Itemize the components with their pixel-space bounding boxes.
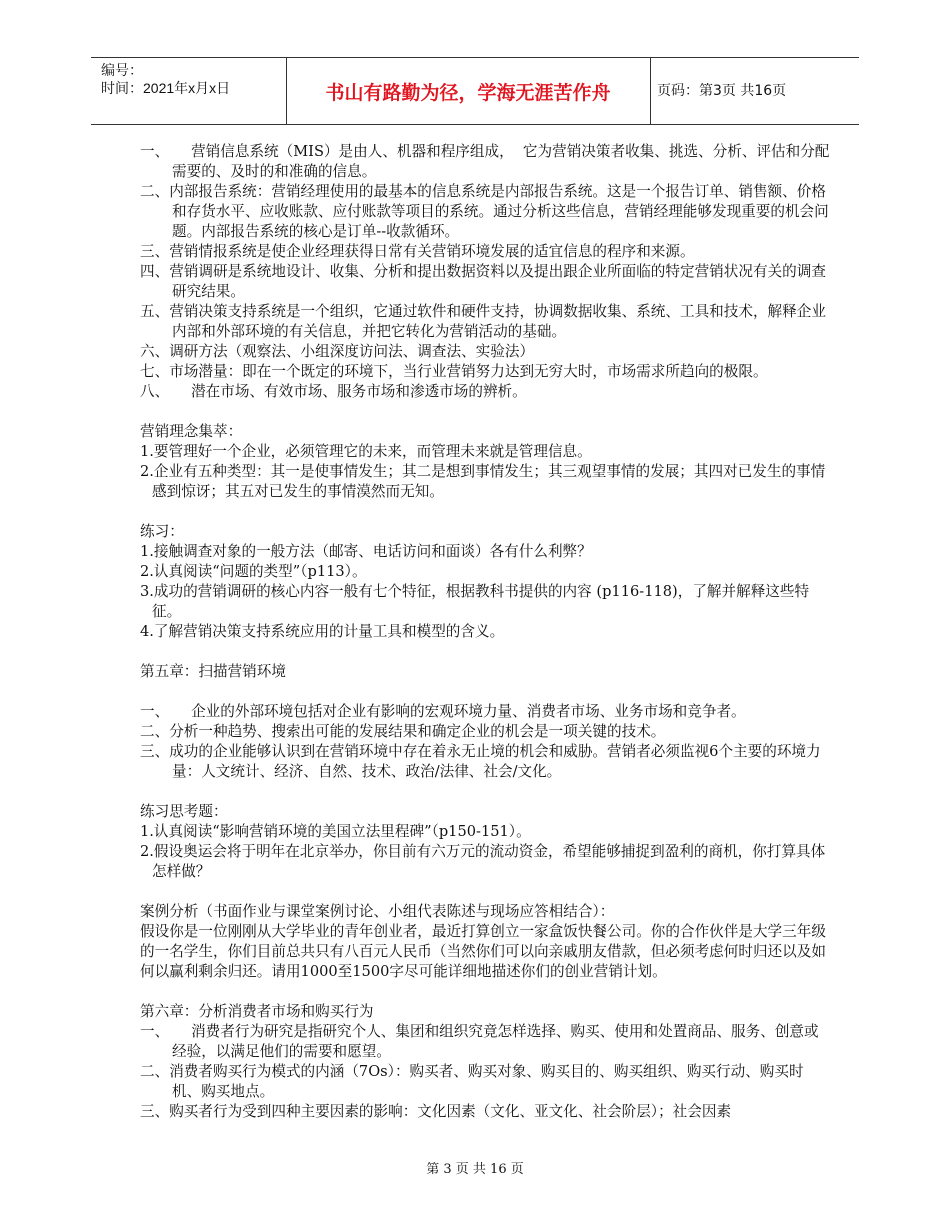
paragraph: 1.要管理好一个企业，必须管理它的未来，而管理未来就是管理信息。 xyxy=(140,443,592,460)
paragraph: 六、调研方法（观察法、小组深度访问法、调查法、实验法） xyxy=(140,343,535,360)
paragraph: 七、市场潜量：即在一个既定的环境下，当行业营销努力达到无穷大时，市场需求所趋向的极限。 xyxy=(140,363,768,380)
paragraph-spacer xyxy=(140,502,830,522)
paragraph: 假设你是一位刚刚从大学毕业的青年创业者，最近打算创立一家盒饭快餐公司。你的合作伙伴是大学三年级的一名学生，你们目前总共只有八百元人民币（当然你们可以向亲戚朋友借款，但必须考虑何时归还以及如何以赢利剩余归还。请用1000至1500字尽可能详细地描述你们的创业营销计划。 xyxy=(140,923,826,980)
paragraph-spacer xyxy=(140,642,830,662)
header-page-number: 页码：第3页 共16页 xyxy=(657,83,787,99)
paragraph: 第六章：分析消费者市场和购买行为 xyxy=(140,1003,374,1020)
header-divider xyxy=(650,58,651,124)
paragraph: 1.接触调查对象的一般方法（邮寄、电话访问和面谈）各有什么利弊？ xyxy=(140,543,592,560)
paragraph: 一、 消费者行为研究是指研究个人、集团和组织究竟怎样选择、购买、使用和处置商品、服务、创意或经验，以满足他们的需要和愿望。 xyxy=(140,1023,819,1060)
paragraph: 二、消费者购买行为模式的内涵（7Os）：购买者、购买对象、购买目的、购买组织、购买行动、购买时机、购买地点。 xyxy=(140,1063,804,1100)
paragraph-spacer xyxy=(140,882,830,902)
paragraph: 四、营销调研是系统地设计、收集、分析和提出数据资料以及提出跟企业所面临的特定营销状况有关的调查研究结果。 xyxy=(140,263,826,300)
paragraph: 练习： xyxy=(140,523,184,540)
paragraph: 营销理念集萃： xyxy=(140,423,243,440)
paragraph-spacer xyxy=(140,982,830,1002)
paragraph-spacer xyxy=(140,682,830,702)
paragraph: 三、营销情报系统是使企业经理获得日常有关营销环境发展的适宜信息的程序和来源。 xyxy=(140,243,695,260)
paragraph: 一、 企业的外部环境包括对企业有影响的宏观环境力量、消费者市场、业务市场和竞争者。 xyxy=(140,703,746,720)
paragraph-spacer xyxy=(140,782,830,802)
paragraph: 4.了解营销决策支持系统应用的计量工具和模型的含义。 xyxy=(140,623,505,640)
paragraph: 案例分析（书面作业与课堂案例讨论、小组代表陈述与现场应答相结合）： xyxy=(140,903,615,920)
paragraph: 2.企业有五种类型：其一是使事情发生；其二是想到事情发生；其三观望事情的发展；其四对已发生的事情感到惊讶；其五对已发生的事情漠然而无知。 xyxy=(140,463,826,500)
paragraph: 2.假设奥运会将于明年在北京举办，你目前有六万元的流动资金，希望能够捕捉到盈利的商机，你打算具体怎样做？ xyxy=(140,843,826,880)
document-body xyxy=(140,142,830,1122)
document-time-label: 时间：2021年x月x日 xyxy=(101,80,231,96)
page-footer: 第 3 页 共 16 页 xyxy=(426,1162,524,1177)
header-motto: 书山有路勤为径，学海无涯苦作舟 xyxy=(325,82,611,104)
paragraph: 练习思考题： xyxy=(140,803,228,820)
paragraph: 三、成功的企业能够认识到在营销环境中存在着永无止境的机会和威胁。营销者必须监视6个主要的环境力量：人文统计、经济、自然、技术、政治/法律、社会/文化。 xyxy=(140,743,821,780)
paragraph: 二、分析一种趋势、搜索出可能的发展结果和确定企业的机会是一项关键的技术。 xyxy=(140,723,666,740)
paragraph: 五、营销决策支持系统是一个组织，它通过软件和硬件支持，协调数据收集、系统、工具和技术，解释企业内部和外部环境的有关信息，并把它转化为营销活动的基础。 xyxy=(140,303,826,340)
paragraph: 八、 潜在市场、有效市场、服务市场和渗透市场的辨析。 xyxy=(140,383,527,400)
paragraph: 1.认真阅读“影响营销环境的美国立法里程碑”（p150-151）。 xyxy=(140,823,531,840)
header-meta xyxy=(101,61,230,97)
paragraph: 2.认真阅读“问题的类型”（p113）。 xyxy=(140,563,367,580)
page-header xyxy=(91,57,859,125)
paragraph: 3.成功的营销调研的核心内容一般有七个特征，根据教科书提供的内容 (p116-118)，了解并解释这些特征。 xyxy=(140,583,810,620)
paragraph: 一、 营销信息系统（MIS）是由人、机器和程序组成， 它为营销决策者收集、挑选、分析、评估和分配需要的、及时的和准确的信息。 xyxy=(140,143,830,180)
paragraph: 第五章：扫描营销环境 xyxy=(140,663,286,680)
paragraph: 三、购买者行为受到四种主要因素的影响：文化因素（文化、亚文化、社会阶层）；社会因素 xyxy=(140,1103,732,1120)
paragraph: 二、内部报告系统：营销经理使用的最基本的信息系统是内部报告系统。这是一个报告订单、销售额、价格和存货水平、应收账款、应付账款等项目的系统。通过分析这些信息，营销经理能够发现重要的机会问题。内部报告系统的核心是订单--收款循环。 xyxy=(140,183,829,240)
document-number-label: 编号： xyxy=(101,62,143,78)
paragraph-spacer xyxy=(140,402,830,422)
